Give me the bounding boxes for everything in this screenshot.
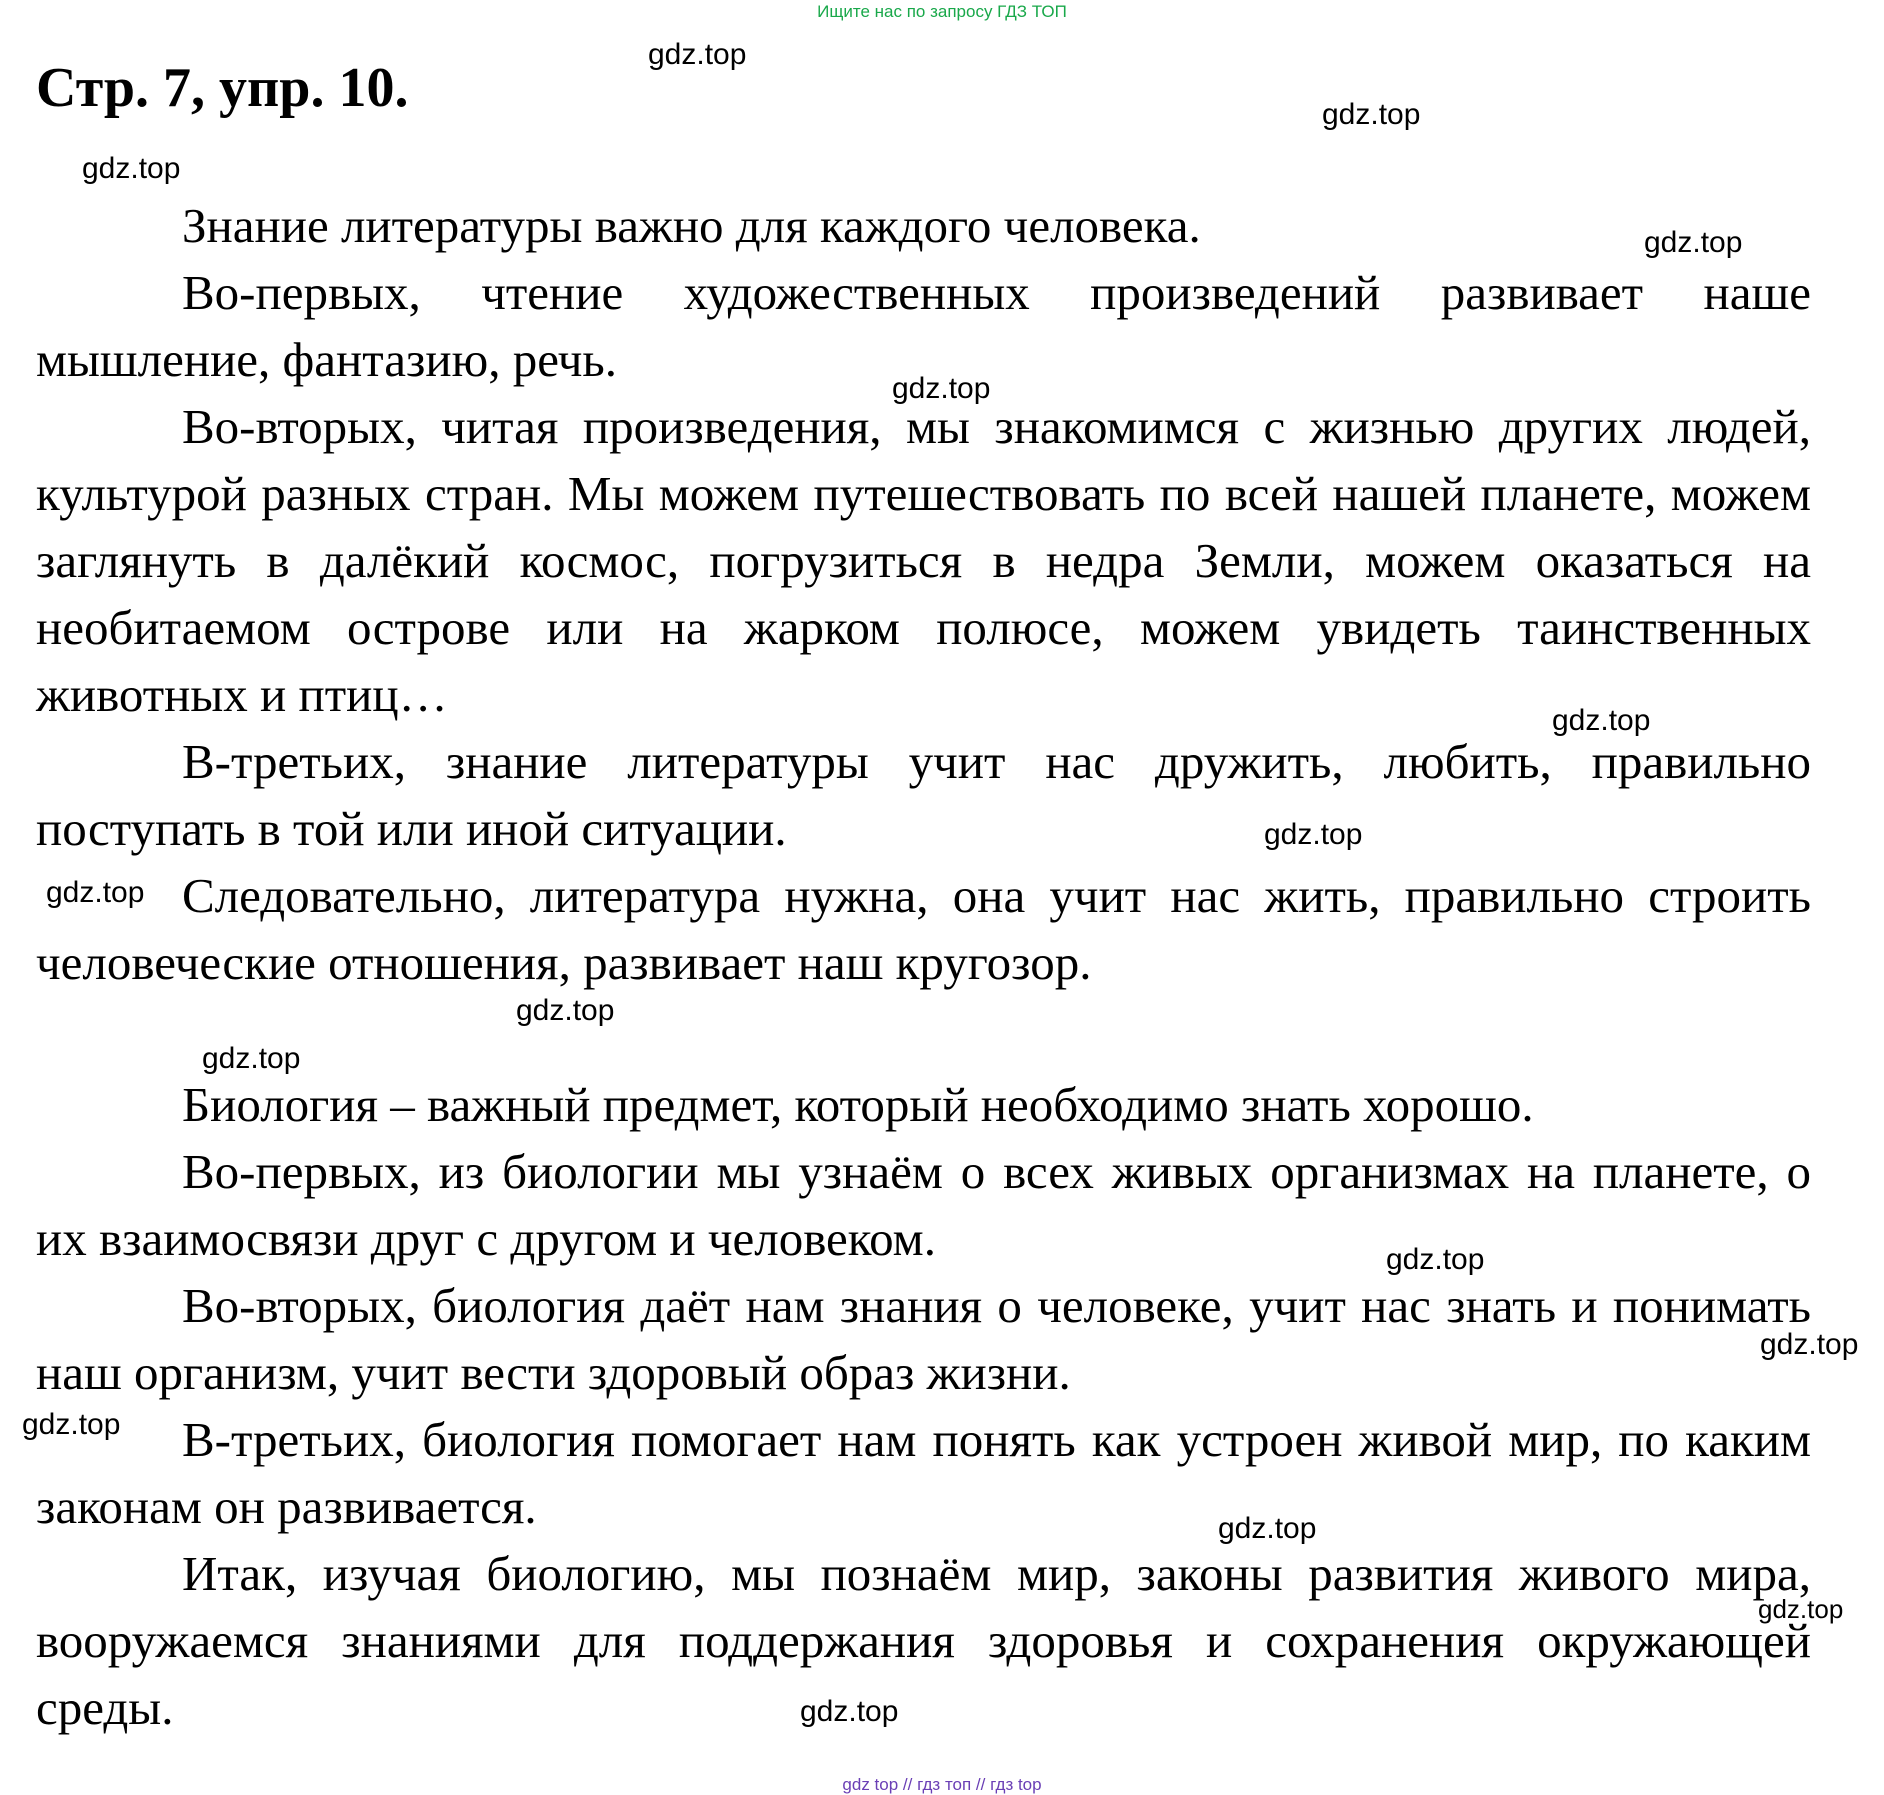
watermark: gdz.top xyxy=(1760,1328,1859,1361)
paragraph: Итак, изучая биологию, мы познаём мир, законы развития живого мира, вооружаемся знаниями для поддержания здоровья и сохранения окружающей среды. xyxy=(36,1546,1811,1735)
footer: gdz top // гдз топ // гдз top xyxy=(842,1775,1042,1794)
watermark: gdz.top xyxy=(1264,818,1363,851)
watermark: gdz.top xyxy=(892,372,991,405)
watermark: gdz.top xyxy=(1322,98,1421,131)
paragraph: Во-первых, из биологии мы узнаём о всех живых организмах на планете, о их взаимосвязи друг с другом и человеком. xyxy=(36,1144,1811,1266)
watermark: gdz.top xyxy=(1758,1594,1844,1624)
watermark: gdz.top xyxy=(1386,1243,1485,1276)
watermark: gdz.top xyxy=(202,1042,301,1075)
paragraph: Во-первых, чтение художественных произведений развивает наше мышление, фантазию, речь. xyxy=(36,265,1811,387)
watermark: gdz.top xyxy=(22,1408,121,1441)
paragraph: Знание литературы важно для каждого человека. xyxy=(182,198,1201,253)
watermark: gdz.top xyxy=(800,1695,899,1728)
page-title: Стр. 7, упр. 10. xyxy=(36,57,409,119)
paragraph: В-третьих, биология помогает нам понять как устроен живой мир, по каким законам он развивается. xyxy=(36,1412,1811,1534)
paragraph: Следовательно, литература нужна, она учит нас жить, правильно строить человеческие отношения, развивает наш кругозор. xyxy=(36,868,1811,990)
biology-section xyxy=(36,1071,1811,1741)
paragraph: Биология – важный предмет, который необходимо знать хорошо. xyxy=(182,1077,1534,1132)
watermark: gdz.top xyxy=(516,994,615,1027)
top-banner: Ищите нас по запросу ГДЗ ТОП xyxy=(817,2,1067,21)
paragraph: Во-вторых, биология даёт нам знания о человеке, учит нас знать и понимать наш организм, учит вести здоровый образ жизни. xyxy=(36,1278,1811,1400)
watermark: gdz.top xyxy=(82,152,181,185)
watermark: gdz.top xyxy=(1644,226,1743,259)
watermark: gdz.top xyxy=(1218,1512,1317,1545)
watermark: gdz.top xyxy=(648,38,747,71)
watermark: gdz.top xyxy=(1552,704,1651,737)
paragraph: Во-вторых, читая произведения, мы знакомимся с жизнью других людей, культурой разных стран. Мы можем путешествовать по всей нашей планете, можем заглянуть в далёкий космос, погрузиться в недра Земли, можем оказаться на необитаемом острове или на жарком полюсе, можем увидеть таинственных животных и птиц… xyxy=(36,399,1811,722)
paragraph: В-третьих, знание литературы учит нас дружить, любить, правильно поступать в той или иной ситуации. xyxy=(36,734,1811,856)
watermark: gdz.top xyxy=(46,876,145,909)
literature-section xyxy=(36,192,1811,996)
